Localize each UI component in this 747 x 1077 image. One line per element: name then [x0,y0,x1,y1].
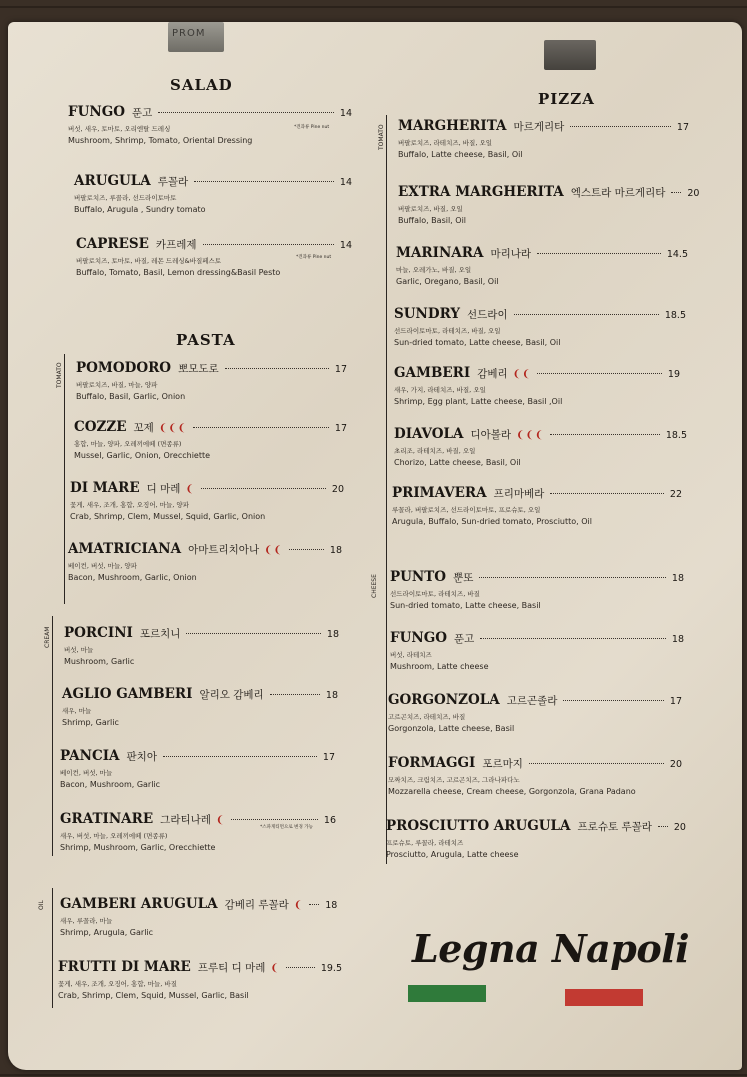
item-name-korean: 엑스트라 마르게리타 [570,187,666,199]
menu-item-pizza-sundry [394,306,686,347]
item-price: 14 [339,108,352,119]
item-price: 14.5 [666,249,688,260]
item-price: 20 [673,822,686,833]
item-ingredients-english: Bacon, Mushroom, Garlic, Onion [68,573,197,582]
item-name-korean: 그라티나레 [160,814,211,826]
item-ingredients-korean: 베이컨, 버섯, 마늘, 양파 [68,562,137,570]
leader-dots [193,427,329,428]
menu-item-pizza-punto [390,569,684,610]
item-price: 17 [669,696,682,707]
pasta-heading: PASTA [176,331,236,349]
item-name-korean: 루꼴라 [157,176,189,188]
item-ingredients-korean: 꽃게, 새우, 조개, 홍합, 오징어, 마늘, 양파 [70,501,189,509]
italian-flag-green-stripe [408,985,486,1002]
leader-dots [270,694,320,695]
menu-item-pasta-pancia [60,748,335,789]
item-name: GRATINARE [60,811,154,827]
item-price: 18 [671,634,684,645]
item-price: 20 [331,484,344,495]
item-name: GORGONZOLA [388,692,500,708]
item-ingredients-korean: 버팔로치즈, 토마토, 바질, 레몬 드레싱&바질페스토 [76,257,222,265]
item-ingredients-english: Garlic, Oregano, Basil, Oil [396,277,499,286]
item-price: 18 [325,690,338,701]
leader-dots [289,549,324,550]
leader-dots [231,819,318,820]
item-ingredients-korean: 베이컨, 버섯, 마늘 [60,769,113,777]
item-ingredients-korean: 고르곤치즈, 라테치즈, 바질 [388,713,466,721]
leader-dots [537,253,661,254]
item-name-korean: 고르곤졸라 [506,695,558,707]
item-name-korean: 디아볼라 [470,429,512,441]
leader-dots [309,904,319,905]
item-name: PANCIA [60,748,120,764]
item-name: FORMAGGI [388,755,476,771]
leader-dots [514,314,659,315]
menu-item-pizza-fungo [390,630,684,671]
item-price: 16 [323,815,336,826]
item-ingredients-korean: 프로슈토, 루꼴라, 라테치즈 [386,839,464,847]
item-name-korean: 마리나라 [490,248,532,260]
item-name-korean: 감베리 [477,368,508,380]
item-price: 14 [339,240,352,251]
allergen-note: *견과류 Pine nut [296,255,332,260]
item-name: AMATRICIANA [68,541,182,557]
item-ingredients-english: Shrimp, Arugula, Garlic [60,928,154,937]
item-ingredients-english: Shrimp, Mushroom, Garlic, Orecchiette [60,843,216,852]
item-price: 20 [687,188,700,199]
item-ingredients-english: Chorizo, Latte cheese, Basil, Oil [394,458,521,467]
leader-dots [201,488,326,489]
leader-dots [550,493,664,494]
item-name-korean: 푼고 [132,107,153,119]
item-name: DI MARE [70,480,140,496]
item-ingredients-korean: 버섯, 라테치즈 [390,651,432,659]
pasta-cream-label: CREAM [44,626,51,648]
item-ingredients-korean: 초리조, 라테치즈, 바질, 오일 [394,447,476,455]
item-ingredients-english: Gorgonzola, Latte cheese, Basil [388,724,515,733]
item-price: 19 [667,369,680,380]
leader-dots [550,434,660,435]
item-price: 17 [334,423,347,434]
pasta-tomato-label: TOMATO [56,362,63,388]
menu-item-pasta-pomodoro [76,360,347,401]
menu-item-pizza-formaggi [388,755,682,796]
pizza-tomato-label: TOMATO [378,124,385,150]
item-ingredients-english: Mushroom, Latte cheese [390,662,489,671]
item-ingredients-korean: 새우, 가지, 라테치즈, 바질, 오일 [394,386,486,394]
item-name-korean: 아마트리치아나 [188,544,260,556]
item-name: COZZE [74,419,127,435]
item-ingredients-korean: 모짜치즈, 크림치즈, 고르곤치즈, 그라나파다노 [388,776,520,784]
item-name: PUNTO [390,569,447,585]
leader-dots [658,826,668,827]
item-ingredients-english: Crab, Shrimp, Clem, Squid, Mussel, Garlic, Basil [58,991,249,1000]
menu-item-pasta-frutti-di-mare [58,959,342,1000]
item-ingredients-korean: 버팔로치즈, 루꼴라, 선드라이토마토 [74,194,177,202]
pasta-cream-divider [52,616,53,856]
item-price: 14 [339,177,352,188]
leader-dots [158,112,334,113]
pizza-heading: PIZZA [538,90,595,108]
item-ingredients-korean: 버팔로치즈, 바질, 오일 [398,205,463,213]
item-ingredients-korean: 꽃게, 새우, 조개, 오징어, 홍합, 마늘, 바질 [58,980,177,988]
item-price: 18 [671,573,684,584]
item-ingredients-english: Mussel, Garlic, Onion, Orecchiette [74,451,211,460]
item-ingredients-korean: 버팔로치즈, 바질, 마늘, 양파 [76,381,158,389]
item-price: 17 [322,752,335,763]
item-name-korean: 프루티 디 마레 [197,962,266,974]
item-name: CAPRESE [76,236,149,252]
item-name-korean: 디 마레 [146,483,181,495]
item-name: EXTRA MARGHERITA [398,184,564,200]
menu-item-pasta-amatriciana [68,541,342,582]
menu-item-pizza-gorgonzola [388,692,682,733]
leader-dots [570,126,671,127]
leader-dots [203,244,334,245]
pizza-tomato-divider [386,115,387,585]
menu-item-salad-arugula [74,173,352,214]
table-wood-grain [0,6,747,8]
menu-item-pizza-diavola [394,426,687,467]
menu-item-pasta-cozze [74,419,347,460]
leader-dots [186,633,320,634]
item-name-korean: 선드라이 [467,309,508,321]
menu-item-pizza-prosciutto-arugula [386,818,686,859]
item-ingredients-english: Buffalo, Latte cheese, Basil, Oil [398,150,523,159]
chili-pepper-icon: ❨ [215,815,226,826]
item-ingredients-korean: 홍합, 마늘, 양파, 오레끼에떼 (면종류) [74,440,182,448]
item-price: 18.5 [664,310,686,321]
item-name: FUNGO [68,104,125,120]
item-price: 20 [669,759,682,770]
salad-heading: SALAD [170,76,233,94]
item-ingredients-korean: 버섯, 마늘 [64,646,94,654]
menu-item-pasta-porcini [64,625,339,666]
leader-dots [286,967,315,968]
item-ingredients-korean: 선드라이토마토, 라테치즈, 바질 [390,590,480,598]
item-ingredients-korean: 마늘, 오레가노, 바질, 오일 [396,266,472,274]
binder-clip-right [544,40,596,70]
item-ingredients-english: Mozzarella cheese, Cream cheese, Gorgonzola, Grana Padano [388,787,636,796]
chili-pepper-icon: ❨❨❨ [516,430,545,441]
menu-item-pizza-marinara [396,245,688,286]
item-ingredients-english: Crab, Shrimp, Clem, Mussel, Squid, Garlic, Onion [70,512,266,521]
menu-item-pizza-margherita [398,118,689,159]
table-wood-grain [0,1074,747,1076]
chili-pepper-icon: ❨❨ [512,369,532,380]
item-name-korean: 푼고 [454,633,475,645]
restaurant-logo-text: Legna Napoli [412,926,690,971]
leader-dots [563,700,663,701]
item-ingredients-korean: 버팔로치즈, 라테치즈, 바질, 오일 [398,139,493,147]
chili-pepper-icon: ❨ [270,963,280,974]
menu-item-pasta-gratinare [60,811,336,852]
item-name: GAMBERI [394,365,471,381]
item-ingredients-english: Buffalo, Basil, Oil [398,216,467,225]
chili-pepper-icon: ❨ [293,900,304,911]
item-ingredients-english: Mushroom, Garlic [64,657,135,666]
chili-pepper-icon: ❨❨ [264,545,283,556]
item-name-korean: 마르게리타 [513,121,565,133]
item-ingredients-korean: 새우, 루꼴라, 마늘 [60,917,113,925]
leader-dots [480,638,666,639]
item-ingredients-english: Arugula, Buffalo, Sun-dried tomato, Prosciutto, Oil [392,517,592,526]
leader-dots [194,181,334,182]
item-ingredients-english: Sun-dried tomato, Latte cheese, Basil [390,601,541,610]
pasta-oil-divider [52,888,53,1008]
chili-pepper-icon: ❨ [185,484,195,495]
item-name: SUNDRY [394,306,461,322]
item-ingredients-english: Buffalo, Basil, Garlic, Onion [76,392,186,401]
chili-pepper-icon: ❨❨❨ [158,423,187,434]
item-name-korean: 판치아 [126,751,157,763]
item-name: ARUGULA [74,173,151,189]
item-ingredients-english: Mushroom, Shrimp, Tomato, Oriental Dressing [68,136,253,145]
item-ingredients-korean: 새우, 버섯, 마늘, 오레끼에떼 (면종류) [60,832,168,840]
menu-item-pizza-extra-margherita [398,184,700,225]
item-name: PROSCIUTTO ARUGULA [386,818,571,834]
item-name: DIAVOLA [394,426,464,442]
menu-item-pasta-gamberi-arugula [60,896,336,937]
item-name: AGLIO GAMBERI [62,686,193,702]
item-price: 17 [334,364,347,375]
item-ingredients-english: Shrimp, Egg plant, Latte cheese, Basil ,Oil [394,397,563,406]
menu-item-pasta-aglio-gamberi [62,686,338,727]
item-name: GAMBERI ARUGULA [60,896,218,912]
item-ingredients-korean: 새우, 마늘 [62,707,92,715]
item-ingredients-korean: 선드라이토마토, 라테치즈, 바질, 오일 [394,327,501,335]
leader-dots [479,577,666,578]
item-name-korean: 꼬제 [133,422,154,434]
item-name: FUNGO [390,630,447,646]
pizza-cheese-label: CHEESE [371,574,378,598]
item-ingredients-korean: 버섯, 새우, 토마토, 오리엔탈 드레싱 [68,125,171,133]
item-ingredients-english: Shrimp, Garlic [62,718,119,727]
item-name-korean: 포르치니 [139,628,181,640]
item-name-korean: 뿐또 [453,572,474,584]
item-ingredients-english: Prosciutto, Arugula, Latte cheese [386,850,519,859]
item-name: PORCINI [64,625,133,641]
pasta-oil-label: OIL [38,900,45,910]
item-name-korean: 프로슈토 루꼴라 [577,821,652,833]
menu-item-pizza-primavera [392,485,682,526]
item-ingredients-korean: 루꼴라, 버팔로치즈, 선드라이토마토, 프로슈토, 오일 [392,506,541,514]
item-name-korean: 뽀모도로 [178,363,219,375]
item-price: 18 [326,629,339,640]
item-price: 17 [676,122,689,133]
item-price: 22 [669,489,682,500]
leader-dots [163,756,317,757]
item-name: MARINARA [396,245,484,261]
leader-dots [225,368,329,369]
item-name-korean: 알리오 감베리 [199,689,264,701]
item-name: MARGHERITA [398,118,507,134]
leader-dots [529,763,664,764]
item-name-korean: 포르마지 [482,758,523,770]
item-price: 19.5 [320,963,342,974]
leader-dots [537,373,662,374]
pasta-substitution-note: *스파게티면으로 변경 가능 [260,825,313,830]
menu-item-pizza-gamberi [394,365,680,406]
item-name: POMODORO [76,360,172,376]
item-ingredients-english: Bacon, Mushroom, Garlic [60,780,161,789]
item-name: FRUTTI DI MARE [58,959,191,975]
item-name-korean: 카프레제 [155,239,197,251]
item-price: 18.5 [665,430,687,441]
item-price: 18 [325,900,338,911]
item-name-korean: 감베리 루꼴라 [224,899,289,911]
item-ingredients-english: Buffalo, Arugula , Sundry tomato [74,205,206,214]
item-ingredients-english: Buffalo, Tomato, Basil, Lemon dressing&Basil Pesto [76,268,281,277]
menu-item-pasta-di-mare [70,480,344,521]
item-price: 18 [329,545,342,556]
binder-clip-label: PROM [172,28,206,39]
leader-dots [671,192,681,193]
item-ingredients-english: Sun-dried tomato, Latte cheese, Basil, Oil [394,338,561,347]
pasta-tomato-divider [64,354,65,604]
allergen-note: *견과류 Pine nut [294,125,330,130]
item-name: PRIMAVERA [392,485,487,501]
item-name-korean: 프리마베라 [493,488,545,500]
italian-flag-red-stripe [565,989,643,1006]
